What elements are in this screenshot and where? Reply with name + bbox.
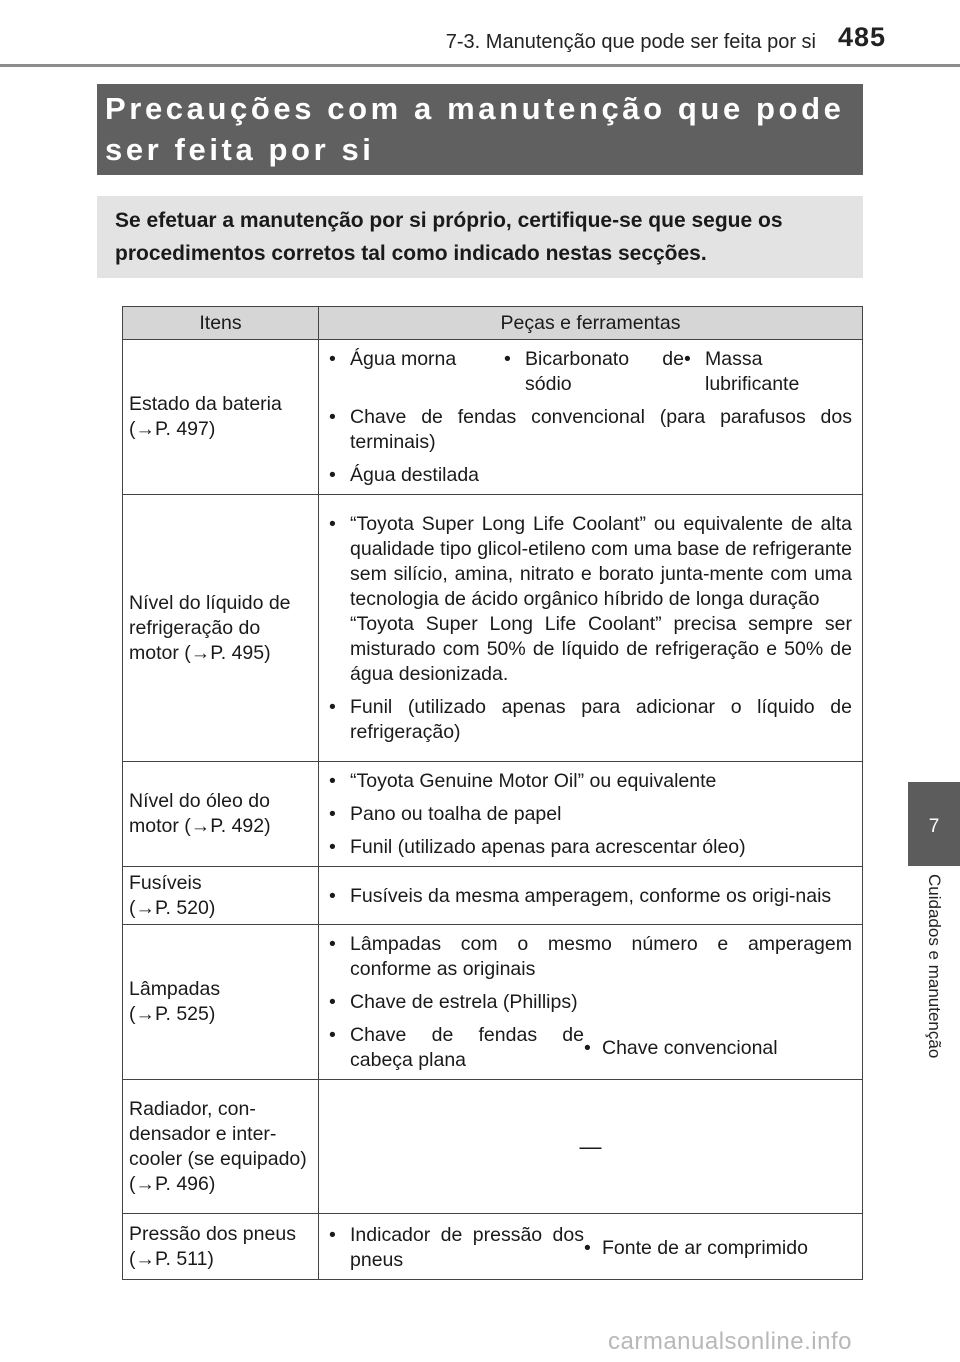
item-reference: (→P. 520) <box>129 896 216 919</box>
list-item: • Chave de estrela (Phillips) <box>329 991 578 1013</box>
parts-cell <box>319 925 863 1080</box>
intro-box <box>97 196 863 278</box>
page-header <box>0 0 960 66</box>
list-item: • Bicarbonato de sódio <box>504 348 684 395</box>
page-title: Precauções com a manutenção que pode ser feita por si <box>105 91 845 167</box>
item-cell <box>123 495 319 762</box>
item-label: Radiador, con-densador e inter-cooler (se equipado) (→P. 496) <box>129 1097 307 1195</box>
chapter-number: 7 <box>928 816 940 837</box>
item-cell <box>123 1080 319 1214</box>
chapter-label: Cuidados e manutenção <box>925 874 944 1059</box>
item-cell <box>123 762 319 867</box>
header-rule <box>0 64 960 67</box>
item-label: Nível do óleo do motor (→P. 492) <box>129 790 271 837</box>
list-item: • “Toyota Genuine Motor Oil” ou equivalente <box>329 770 717 792</box>
list-item: • Fusíveis da mesma amperagem, conforme os origi-nais <box>329 884 832 907</box>
parts-cell <box>319 340 863 495</box>
parts-cell <box>319 495 863 762</box>
parts-inline-row <box>329 1223 852 1273</box>
list-item: • Chave de fendas convencional (para parafusos dos terminais) <box>329 406 852 453</box>
item-reference: (→P. 497) <box>129 418 216 440</box>
parts-inline-row <box>329 347 852 397</box>
intro-text: Se efetuar a manutenção por si próprio, certifique-se que segue os procedimentos corretos tal como indicado nestas secções. <box>115 209 783 265</box>
table-row <box>123 867 863 925</box>
item-reference: (→P. 525) <box>129 1003 216 1025</box>
table-row <box>123 340 863 495</box>
list-item: • Água destilada <box>329 464 480 486</box>
maintenance-table <box>122 306 863 1280</box>
table-row <box>123 925 863 1080</box>
coolant-spec: “Toyota Super Long Life Coolant” ou equivalente de alta qualidade tipo glicol-etileno com uma base de refrigerante sem silício, amina, nitrato e borato junta-mente com uma tecnologia de ácido orgânico híbrido de longa duração <box>350 513 852 610</box>
list-item: • Pano ou toalha de papel <box>329 803 562 825</box>
list-item: • Lâmpadas com o mesmo número e amperagem conforme as originais <box>329 933 852 980</box>
header-parts: Peças e ferramentas <box>319 307 863 340</box>
item-label: Nível do líquido de refrigeração do motor (→P. 495) <box>129 591 291 664</box>
item-label: Pressão dos pneus (→P. 511) <box>129 1222 296 1270</box>
parts-cell <box>319 1214 863 1280</box>
list-item: • Chave convencional <box>584 1036 778 1059</box>
table-row <box>123 1214 863 1280</box>
page-number: 485 <box>837 22 886 52</box>
table-row <box>123 762 863 867</box>
item-label: Lâmpadas <box>129 978 221 1000</box>
chapter-tab <box>908 782 960 866</box>
list-item: • Fonte de ar comprimido <box>584 1236 808 1259</box>
parts-cell <box>319 867 863 925</box>
footer-watermark: carmanualsonline.info <box>608 1328 852 1355</box>
no-parts-dash: — <box>579 1133 602 1159</box>
table-header-row <box>123 307 863 340</box>
section-title: 7-3. Manutenção que pode ser feita por si <box>445 31 816 53</box>
item-label: Estado da bateria <box>129 393 282 415</box>
list-item: • Água morna <box>329 348 457 370</box>
item-label: Fusíveis <box>129 871 202 894</box>
table-row <box>123 495 863 762</box>
parts-cell <box>319 1080 863 1214</box>
list-item: • Indicador de pressão dos pneus <box>329 1224 584 1271</box>
list-item: • Chave de fendas de cabeça plana <box>329 1024 584 1071</box>
parts-cell <box>319 762 863 867</box>
chapter-label-wrap <box>908 866 960 1126</box>
item-cell <box>123 340 319 495</box>
header-items: Itens <box>123 307 319 340</box>
item-cell <box>123 1214 319 1280</box>
table-row <box>123 1080 863 1214</box>
list-item: • “Toyota Super Long Life Coolant” ou equivalente de alta qualidade tipo glicol-etileno com uma base de refrigerante sem silício, amina, nitrato e borato junta-mente com uma tecnologia de ácido orgânico híbrido de longa duração “Toyota Super Long Life Coolant” precisa sempre ser misturado com 50% de líquido de refrigeração e 50% de água desionizada. <box>329 513 852 685</box>
list-item: • Massa lubrificante <box>684 348 800 395</box>
parts-inline-row <box>329 1023 852 1073</box>
list-item: • Funil (utilizado apenas para adicionar o líquido de refrigeração) <box>329 696 852 743</box>
coolant-note: “Toyota Super Long Life Coolant” precisa sempre ser misturado com 50% de líquido de refrigeração e 50% de água desionizada. <box>350 613 852 685</box>
title-banner <box>97 84 863 175</box>
list-item: • Funil (utilizado apenas para acrescentar óleo) <box>329 836 746 858</box>
item-cell <box>123 925 319 1080</box>
item-cell <box>123 867 319 925</box>
